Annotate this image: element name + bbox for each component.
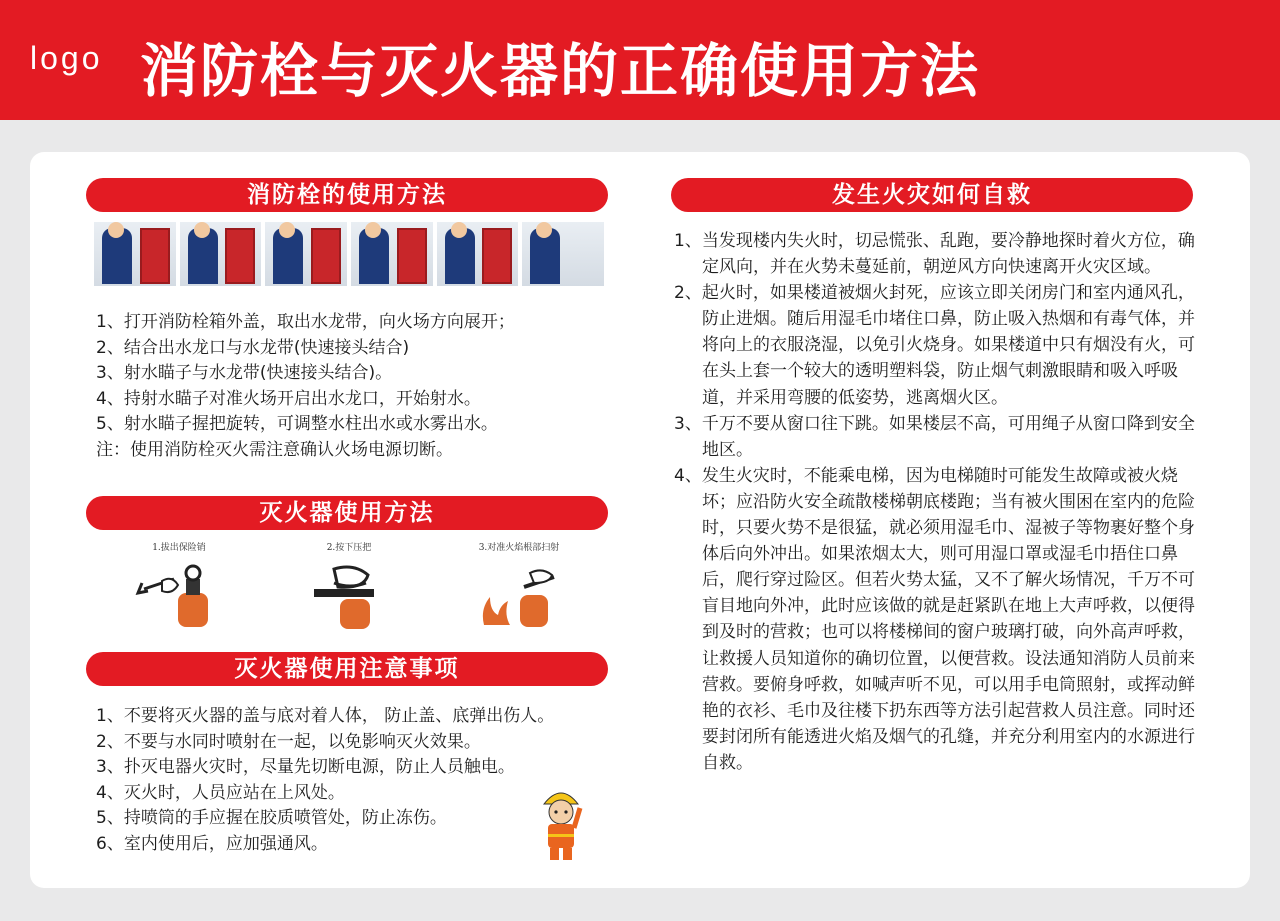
header-bar	[0, 0, 1280, 120]
list-item: 5、射水瞄子握把旋转，可调整水柱出水或水雾出水。	[96, 414, 498, 434]
hydrant-step-image	[437, 222, 519, 286]
hydrant-step-image	[351, 222, 433, 286]
hydrant-heading: 消防栓的使用方法	[86, 178, 608, 212]
list-item: 3、扑灭电器火灾时，尽量先切断电源，防止人员触电。	[96, 757, 515, 777]
extinguisher-steps	[94, 540, 604, 632]
list-item: 5、持喷筒的手应握在胶质喷管处，防止冻伤。	[96, 808, 447, 828]
selfrescue-list	[674, 228, 1199, 776]
hydrant-step-images	[94, 222, 604, 286]
pull-pin-illustration	[134, 559, 224, 629]
press-handle-illustration	[304, 559, 394, 629]
list-item: 4、发生火灾时，不能乘电梯，因为电梯随时可能发生故障或被火烧坏；应沿防火安全疏散楼梯朝底楼跑；当有被火围困在室内的危险时，只要火势不是很猛，就必须用湿毛巾、湿被子等物裹好整个身体后向外冲出。如果浓烟太大，则可用湿口罩或湿毛巾捂住口鼻后，爬行穿过险区。但若火势太猛，又不了解火场情况，千万不可盲目地向外冲，此时应该做的就是赶紧趴在地上大声呼救，以便得到及时的营救；也可以将楼梯间的窗户玻璃打破，向外高声呼救，让救援人员知道你的确切位置，以便营救。设法通知消防人员前来营救。要俯身呼救，如喊声听不见，可以用手电筒照射，或挥动鲜艳的衣衫、毛巾及往楼下扔东西等方法引起营救人员注意。同时还要封闭所有能透进火焰及烟气的孔缝，并充分利用室内的水源进行自救。	[674, 465, 1195, 773]
list-item: 4、持射水瞄子对准火场开启出水龙口，开始射水。	[96, 388, 481, 409]
page-title: 消防栓与灭火器的正确使用方法	[140, 37, 981, 105]
hydrant-steps	[96, 310, 515, 463]
list-item: 2、起火时，如果楼道被烟火封死，应该立即关闭房门和室内通风孔，防止进烟。随后用湿毛巾堵住口鼻，防止吸入热烟和有毒气体，并将向上的衣服浇湿，以免引火烧身。如果楼道中只有烟没有火，可在头上套一个较大的透明塑料袋，防止烟气刺激眼睛和吸入呼吸道，并采用弯腰的低姿势，逃离烟火区。	[674, 283, 1195, 408]
firefighter-mascot	[536, 782, 586, 862]
logo: logo	[30, 40, 103, 76]
list-item: 4、灭火时，人员应站在上风处。	[96, 782, 345, 803]
list-item: 2、不要与水同时喷射在一起，以免影响灭火效果。	[96, 731, 481, 752]
list-item: 3、千万不要从窗口往下跳。如果楼层不高，可用绳子从窗口降到安全地区。	[674, 413, 1195, 460]
hydrant-step-image	[180, 222, 262, 286]
list-item: 1、不要将灭火器的盖与底对着人体， 防止盖、底弹出伤人。	[96, 706, 555, 726]
list-item: 2、结合出水龙口与水龙带(快速接头结合)	[96, 337, 410, 358]
selfrescue-heading: 发生火灾如何自救	[671, 178, 1193, 212]
list-item: 6、室内使用后，应加强通风。	[96, 833, 328, 854]
aim-spray-illustration	[474, 559, 564, 629]
hydrant-step-image	[94, 222, 176, 286]
hydrant-step-image	[522, 222, 604, 286]
extinguisher-step	[109, 540, 249, 632]
list-item: 注：使用消防栓灭火需注意确认火场电源切断。	[96, 439, 453, 460]
list-item: 1、打开消防栓箱外盖，取出水龙带，向火场方向展开；	[96, 312, 515, 332]
step-caption: 1.拔出保险销	[152, 543, 206, 553]
step-caption: 2.按下压把	[326, 543, 372, 553]
notes-list	[96, 704, 554, 857]
notes-heading: 灭火器使用注意事项	[86, 652, 608, 686]
extinguisher-heading: 灭火器使用方法	[86, 496, 608, 530]
list-item: 3、射水瞄子与水龙带(快速接头结合)。	[96, 363, 393, 383]
list-item: 1、当发现楼内失火时，切忌慌张、乱跑，要冷静地探时着火方位，确定风向，并在火势未蔓延前，朝逆风方向快速离开火灾区域。	[674, 231, 1195, 278]
hydrant-step-image	[265, 222, 347, 286]
extinguisher-step	[279, 540, 419, 632]
step-caption: 3.对准火焰根部扫射	[478, 543, 560, 553]
extinguisher-step	[449, 540, 589, 632]
